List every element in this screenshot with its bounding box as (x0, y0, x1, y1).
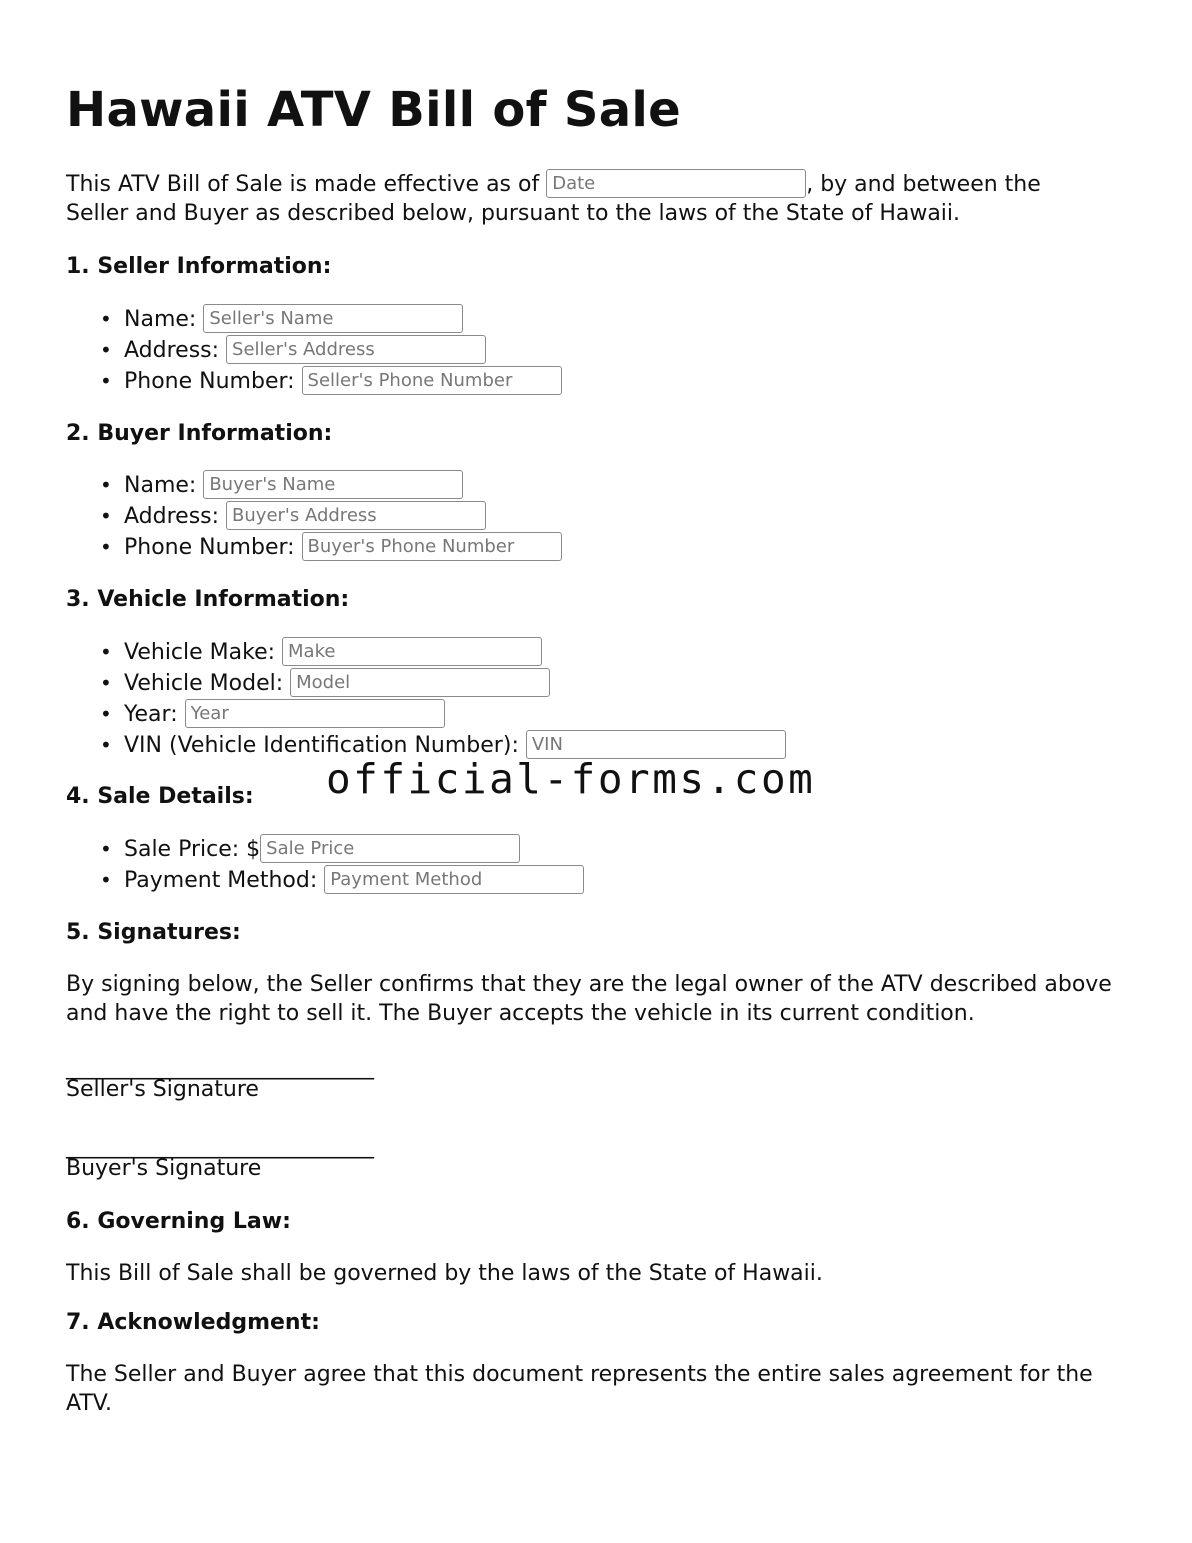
law-text: This Bill of Sale shall be governed by the laws of the State of Hawaii. (66, 1261, 823, 1286)
vehicle-list (66, 637, 786, 761)
seller-address-label: Address: (124, 338, 227, 363)
vehicle-heading: 3. Vehicle Information: (66, 587, 350, 612)
vehicle-make-label: Vehicle Make: (124, 640, 283, 665)
buyer-phone-label: Phone Number: (124, 535, 302, 560)
vehicle-make-input[interactable] (282, 637, 542, 666)
buyer-signature-label: Buyer's Signature (66, 1156, 262, 1181)
seller-address-input[interactable] (226, 335, 486, 364)
sale-price-item (124, 834, 584, 865)
date-input[interactable] (546, 169, 806, 198)
seller-name-input[interactable] (203, 304, 463, 333)
vehicle-model-input[interactable] (290, 668, 550, 697)
intro-text-line2: Seller and Buyer as described below, pursuant to the laws of the State of Hawaii. (66, 201, 961, 226)
buyer-name-label: Name: (124, 473, 204, 498)
signatures-text: By signing below, the Seller confirms that they are the legal owner of the ATV described above and have the right to sell it. The Buyer accepts the vehicle in its current condition. (66, 972, 1112, 1026)
payment-method-item (124, 865, 584, 896)
ack-text: The Seller and Buyer agree that this document represents the entire sales agreement for the ATV. (66, 1362, 1093, 1416)
payment-method-label: Payment Method: (124, 868, 325, 893)
sale-list (66, 834, 584, 896)
vehicle-model-label: Vehicle Model: (124, 671, 291, 696)
intro-text-before: This ATV Bill of Sale is made effective as of (66, 172, 547, 197)
vehicle-year-input[interactable] (185, 699, 445, 728)
payment-method-input[interactable] (324, 865, 584, 894)
buyer-list (66, 470, 562, 563)
sale-heading: 4. Sale Details: (66, 784, 254, 809)
seller-address-item (124, 335, 562, 366)
buyer-name-item (124, 470, 562, 501)
intro-paragraph (66, 170, 1126, 228)
vehicle-model-item (124, 668, 786, 699)
seller-phone-input[interactable] (302, 366, 562, 395)
seller-signature-line: ____________________________ (66, 1055, 374, 1080)
seller-list (66, 304, 562, 397)
seller-name-label: Name: (124, 307, 204, 332)
buyer-heading: 2. Buyer Information: (66, 421, 333, 446)
sale-price-input[interactable] (260, 834, 520, 863)
buyer-address-input[interactable] (226, 501, 486, 530)
vehicle-year-item (124, 699, 786, 730)
sale-price-label: Sale Price: $ (124, 837, 261, 862)
seller-heading: 1. Seller Information: (66, 254, 332, 279)
signatures-heading: 5. Signatures: (66, 920, 241, 945)
buyer-phone-input[interactable] (302, 532, 562, 561)
seller-signature-label: Seller's Signature (66, 1077, 259, 1102)
seller-phone-item (124, 366, 562, 397)
vehicle-make-item (124, 637, 786, 668)
seller-name-item (124, 304, 562, 335)
vehicle-vin-label: VIN (Vehicle Identification Number): (124, 733, 526, 758)
vehicle-year-label: Year: (124, 702, 185, 727)
watermark: official-forms.com (326, 755, 816, 803)
buyer-address-item (124, 501, 562, 532)
buyer-signature-line: ____________________________ (66, 1134, 374, 1159)
ack-heading: 7. Acknowledgment: (66, 1310, 320, 1335)
buyer-phone-item (124, 532, 562, 563)
buyer-address-label: Address: (124, 504, 227, 529)
law-heading: 6. Governing Law: (66, 1209, 291, 1234)
intro-text-after: , by and between the (806, 172, 1041, 197)
page-title: Hawaii ATV Bill of Sale (66, 82, 682, 138)
buyer-name-input[interactable] (203, 470, 463, 499)
seller-phone-label: Phone Number: (124, 369, 302, 394)
